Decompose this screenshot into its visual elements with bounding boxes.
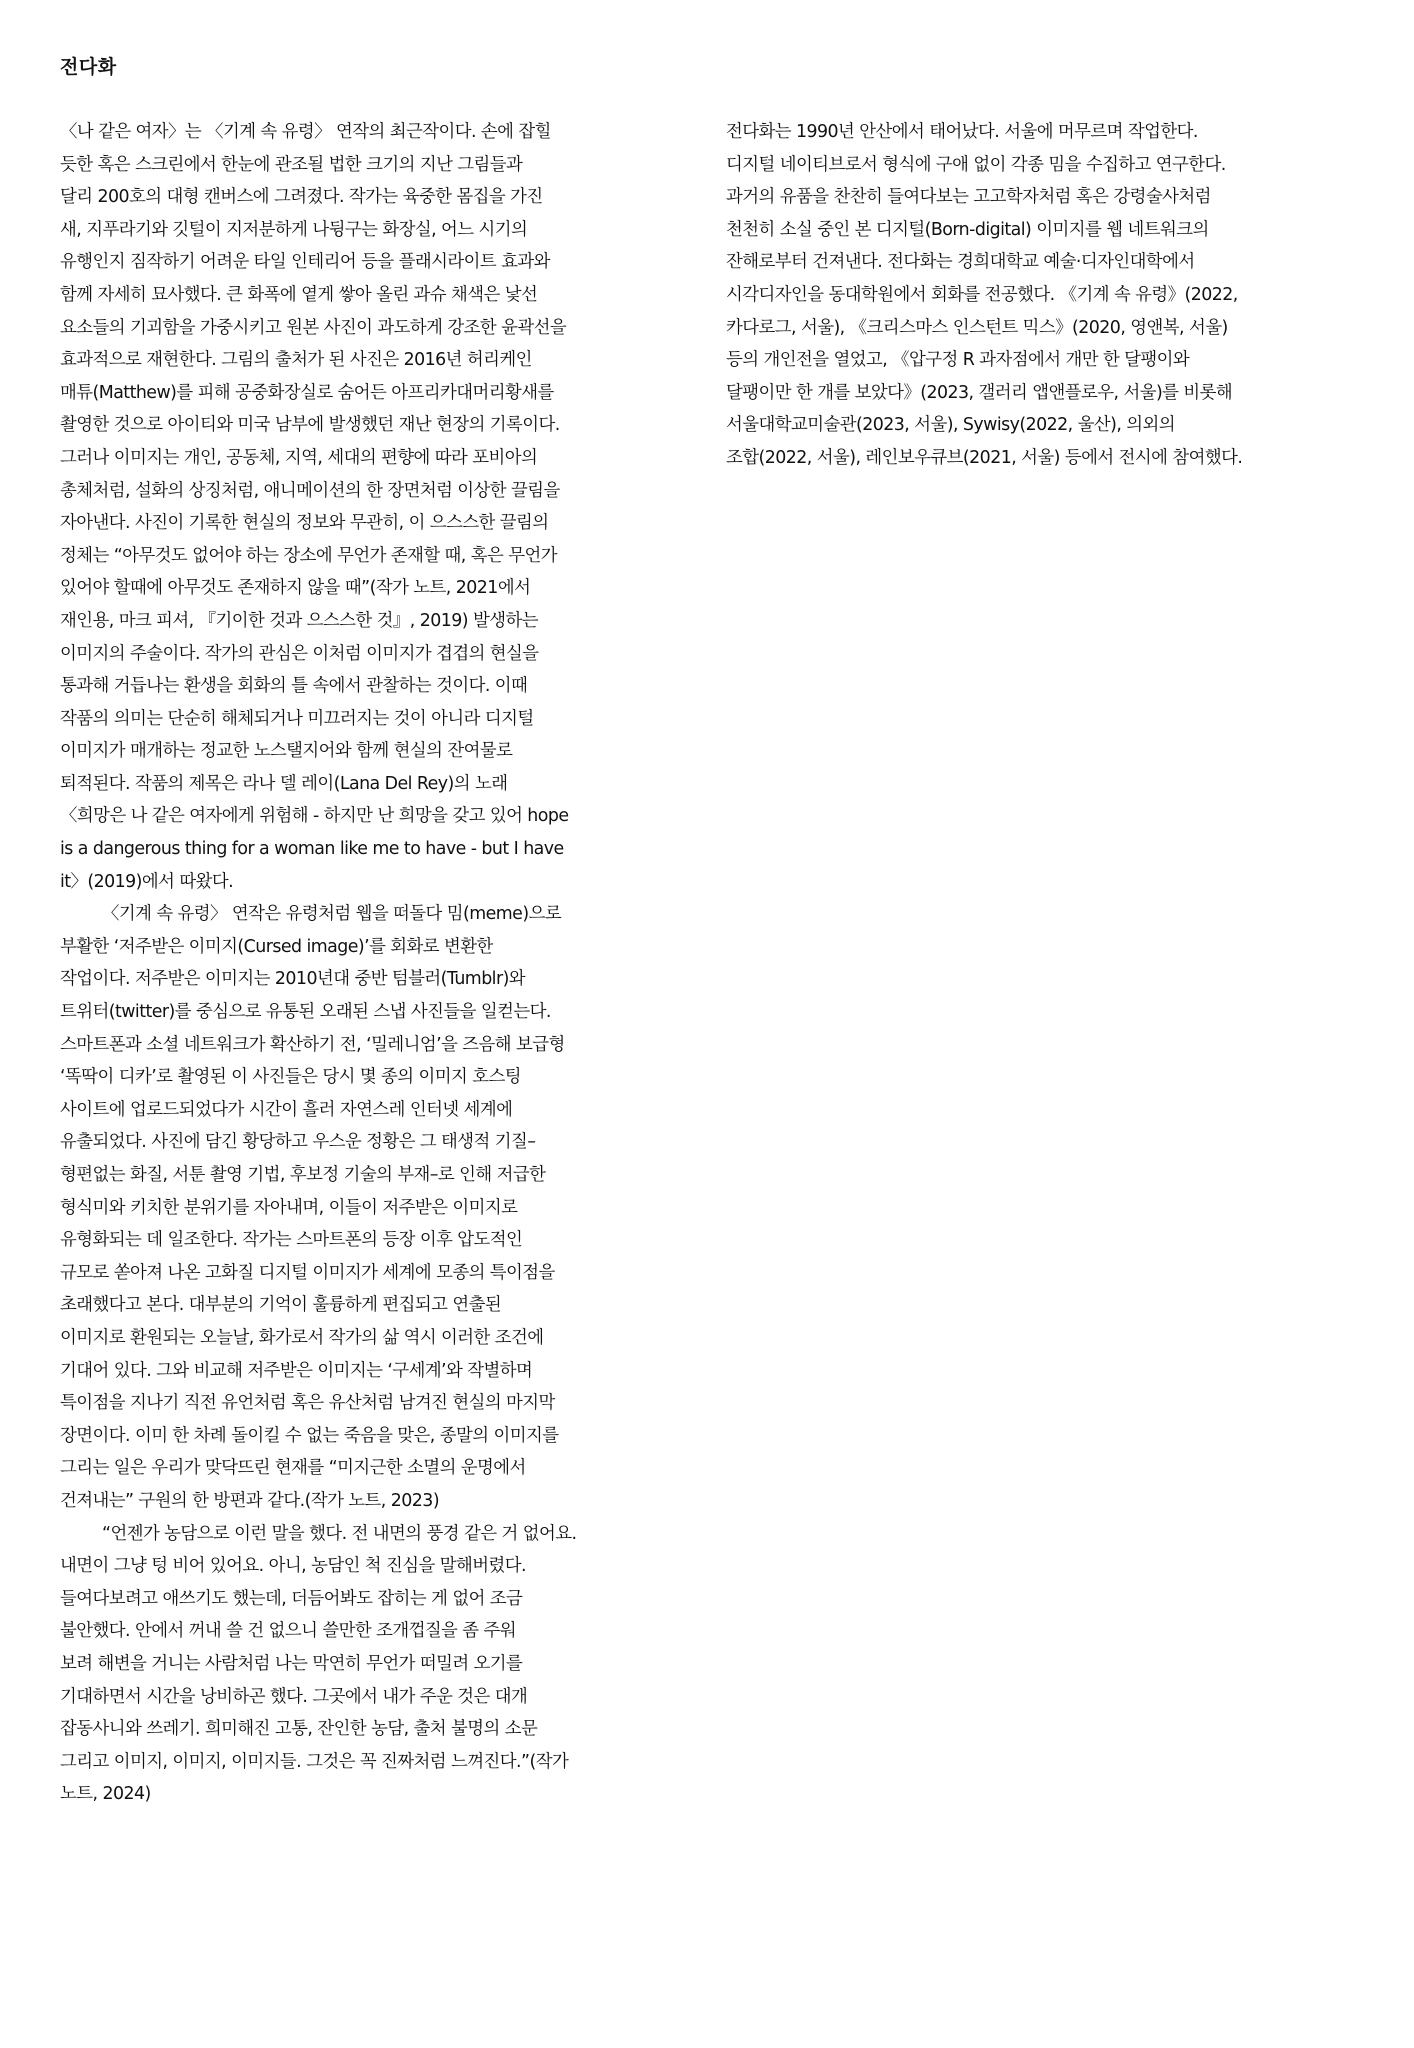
- artist-bio-column: [726, 116, 1366, 475]
- bio-text-line: 잔해로부터 건져낸다. 전다화는 경희대학교 예술·디자인대학에서: [726, 252, 1195, 273]
- essay-text-line: 정체는 “아무것도 없어야 하는 장소에 무언가 존재할 때, 혹은 무언가: [60, 545, 557, 566]
- essay-text-line: 통과해 거듭나는 환생을 회화의 틀 속에서 관찰하는 것이다. 이때: [60, 676, 528, 697]
- essay-text-line: 그리고 이미지, 이미지, 이미지들. 그것은 꼭 진짜처럼 느껴진다.”(작가: [60, 1751, 569, 1772]
- essay-text-line: 초래했다고 본다. 대부분의 기억이 훌륭하게 편집되고 연출된: [60, 1295, 502, 1316]
- essay-text-line: 그러나 이미지는 개인, 공동체, 지역, 세대의 편향에 따라 포비아의: [60, 447, 538, 468]
- bio-text-line: 카다로그, 서울), 《크리스마스 인스턴트 믹스》(2020, 영앤복, 서울): [726, 317, 1228, 338]
- essay-text-line: 스마트폰과 소셜 네트워크가 확산하기 전, ‘밀레니엄’을 즈음해 보급형: [60, 1034, 565, 1055]
- essay-text-line: 기대하면서 시간을 낭비하곤 했다. 그곳에서 내가 주운 것은 대개: [60, 1686, 528, 1707]
- essay-text-line: 형편없는 화질, 서툰 촬영 기법, 후보정 기술의 부재–로 인해 저급한: [60, 1165, 546, 1185]
- essay-text-line: 잡동사니와 쓰레기. 희미해진 고통, 잔인한 농담, 출처 불명의 소문: [60, 1719, 538, 1740]
- essay-text-line: 보려 해변을 거니는 사람처럼 나는 막연히 무언가 떠밀려 오기를: [60, 1653, 523, 1674]
- essay-text-line: 자아낸다. 사진이 기록한 현실의 정보와 무관히, 이 으스스한 끌림의: [60, 513, 549, 534]
- essay-text-line: 작품의 의미는 단순히 해체되거나 미끄러지는 것이 아니라 디지털: [60, 708, 534, 729]
- essay-text-line: 부활한 ‘저주받은 이미지(Cursed image)’를 회화로 변환한: [60, 936, 493, 957]
- essay-text-line: 매튜(Matthew)를 피해 공중화장실로 숨어든 아프리카대머리황새를: [60, 382, 554, 403]
- essay-text-line: 트위터(twitter)를 중심으로 유통된 오래된 스냅 사진들을 일컫는다.: [60, 1002, 551, 1023]
- bio-text-line: 시각디자인을 동대학원에서 회화를 전공했다. 《기계 속 유령》(2022,: [726, 284, 1238, 305]
- essay-text-line: 새, 지푸라기와 깃털이 지저분하게 나뒹구는 화장실, 어느 시기의: [60, 219, 528, 240]
- bio-text-line: 등의 개인전을 열었고, 《압구정 R 과자점에서 개만 한 달팽이와: [726, 350, 1190, 371]
- essay-text-line: 이미지가 매개하는 정교한 노스탤지어와 함께 현실의 잔여물로: [60, 741, 513, 762]
- essay-text-line: 작업이다. 저주받은 이미지는 2010년대 중반 텀블러(Tumblr)와: [60, 969, 526, 990]
- essay-text-line: 요소들의 기괴함을 가중시키고 원본 사진이 과도하게 강조한 윤곽선을: [60, 317, 567, 338]
- essay-text-line: 그리는 일은 우리가 맞닥뜨린 현재를 “미지근한 소멸의 운명에서: [60, 1458, 526, 1479]
- bio-text-line: 달팽이만 한 개를 보았다》(2023, 갤러리 앱앤플로우, 서울)를 비롯해: [726, 382, 1233, 403]
- bio-text-line: 과거의 유품을 찬찬히 들여다보는 고고학자처럼 혹은 강령술사처럼: [726, 187, 1211, 208]
- essay-text-line: 유행인지 짐작하기 어려운 타일 인테리어 등을 플래시라이트 효과와: [60, 252, 550, 273]
- bio-text-line: 서울대학교미술관(2023, 서울), Sywisy(2022, 울산), 의외의: [726, 415, 1176, 436]
- essay-text-line: “언젠가 농담으로 이런 말을 했다. 전 내면의 풍경 같은 거 없어요.: [102, 1523, 577, 1544]
- essay-text-line: 듯한 혹은 스크린에서 한눈에 관조될 법한 크기의 지난 그림들과: [60, 154, 523, 175]
- bio-text-line: 디지털 네이티브로서 형식에 구애 없이 각종 밈을 수집하고 연구한다.: [726, 154, 1226, 175]
- bio-text-line: 전다화는 1990년 안산에서 태어났다. 서울에 머무르며 작업한다.: [726, 122, 1198, 142]
- essay-text-line: 퇴적된다. 작품의 제목은 라나 델 레이(Lana Del Rey)의 노래: [60, 773, 508, 794]
- essay-text-line: 유형화되는 데 일조한다. 작가는 스마트폰의 등장 이후 압도적인: [60, 1230, 523, 1251]
- main-essay-column: [60, 116, 700, 1811]
- essay-text-line: 재인용, 마크 피셔, 『기이한 것과 으스스한 것』, 2019) 발생하는: [60, 610, 538, 631]
- essay-text-line: 총체처럼, 설화의 상징처럼, 애니메이션의 한 장면처럼 이상한 끌림을: [60, 480, 560, 501]
- essay-text-line: 있어야 할때에 아무것도 존재하지 않을 때”(작가 노트, 2021에서: [60, 578, 531, 599]
- essay-text-line: 불안했다. 안에서 꺼내 쓸 건 없으니 쓸만한 조개껍질을 좀 주워: [60, 1621, 517, 1642]
- essay-text-line: 들여다보려고 애쓰기도 했는데, 더듬어봐도 잡히는 게 없어 조금: [60, 1588, 523, 1609]
- essay-text-line: 사이트에 업로드되었다가 시간이 흘러 자연스레 인터넷 세계에: [60, 1099, 513, 1120]
- essay-text-line: 이미지의 주술이다. 작가의 관심은 이처럼 이미지가 겹겹의 현실을: [60, 643, 539, 664]
- essay-text-line: 규모로 쏟아져 나온 고화질 디지털 이미지가 세계에 모종의 특이점을: [60, 1262, 555, 1283]
- essay-text-line: 함께 자세히 묘사했다. 큰 화폭에 옅게 쌓아 올린 과슈 채색은 낯선: [60, 284, 538, 305]
- essay-text-line: 이미지로 환원되는 오늘날, 화가로서 작가의 삶 역시 이러한 조건에: [60, 1327, 544, 1348]
- essay-text-line: 효과적으로 재현한다. 그림의 출처가 된 사진은 2016년 허리케인: [60, 350, 532, 371]
- bio-text-line: 천천히 소실 중인 본 디지털(Born-digital) 이미지를 웹 네트워크의: [726, 219, 1209, 240]
- essay-text-line: it〉(2019)에서 따왔다.: [60, 871, 234, 892]
- essay-text-line: 기대어 있다. 그와 비교해 저주받은 이미지는 ‘구세계’와 작별하며: [60, 1360, 533, 1381]
- bio-text-line: 조합(2022, 서울), 레인보우큐브(2021, 서울) 등에서 전시에 참여했다.: [726, 447, 1243, 468]
- essay-text-line: 달리 200호의 대형 캔버스에 그려졌다. 작가는 육중한 몸집을 가진: [60, 187, 543, 208]
- essay-text-line: 유출되었다. 사진에 담긴 황당하고 우스운 정황은 그 태생적 기질–: [60, 1132, 536, 1153]
- essay-text-line: ‘똑딱이 디카’로 촬영된 이 사진들은 당시 몇 종의 이미지 호스팅: [60, 1067, 521, 1088]
- essay-text-line: 노트, 2024): [60, 1784, 151, 1805]
- essay-text-line: 특이점을 지나기 직전 유언처럼 혹은 유산처럼 남겨진 현실의 마지막: [60, 1393, 555, 1414]
- essay-text-line: 촬영한 것으로 아이티와 미국 남부에 발생했던 재난 현장의 기록이다.: [60, 415, 560, 436]
- essay-text-line: 형식미와 키치한 분위기를 자아내며, 이들이 저주받은 이미지로: [60, 1197, 518, 1218]
- essay-text-line: 건져내는” 구원의 한 방편과 같다.(작가 노트, 2023): [60, 1490, 440, 1511]
- essay-text-line: 〈나 같은 여자〉는 〈기계 속 유령〉 연작의 최근작이다. 손에 잡힐: [60, 122, 551, 142]
- essay-text-line: 〈기계 속 유령〉 연작은 유령처럼 웹을 떠돌다 밈(meme)으로: [102, 904, 562, 925]
- essay-text-line: 장면이다. 이미 한 차례 돌이킬 수 없는 죽음을 맞은, 종말의 이미지를: [60, 1425, 559, 1446]
- page-title: 전다화: [60, 56, 117, 78]
- essay-text-line: 내면이 그냥 텅 비어 있어요. 아니, 농담인 척 진심을 말해버렸다.: [60, 1556, 526, 1577]
- essay-text-line: is a dangerous thing for a woman like me to have - but I have: [60, 839, 564, 860]
- essay-text-line: 〈희망은 나 같은 여자에게 위험해 - 하지만 난 희망을 갖고 있어 hope: [60, 806, 569, 827]
